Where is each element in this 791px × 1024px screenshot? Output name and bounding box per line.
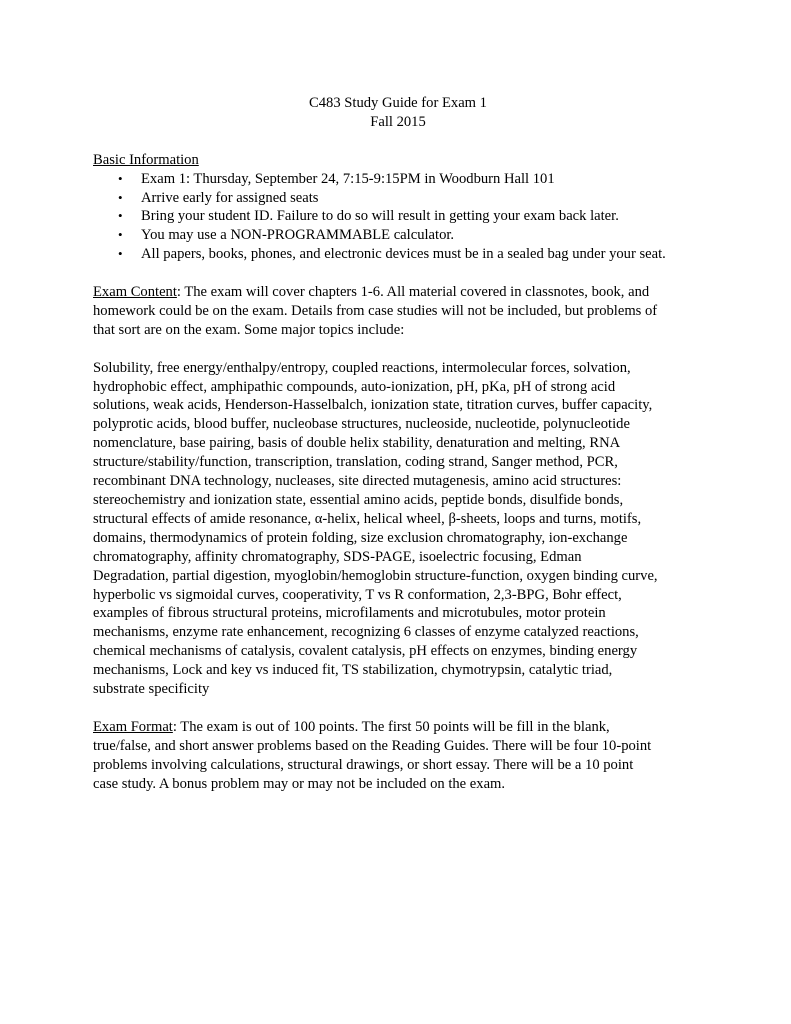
- document-page: [93, 94, 703, 793]
- spacer: [93, 340, 703, 359]
- topics-line: stereochemistry and ionization state, essential amino acids, peptide bonds, disulfide bonds,: [93, 491, 624, 508]
- spacer: [93, 132, 703, 151]
- topics-line: mechanisms, Lock and key vs induced fit, TS stabilization, chymotrypsin, catalytic triad,: [93, 662, 613, 679]
- list-item-text: Bring your student ID. Failure to do so will result in getting your exam back later.: [141, 208, 619, 225]
- document-title: C483 Study Guide for Exam 1: [309, 95, 487, 111]
- topics-line: solutions, weak acids, Henderson-Hasselbalch, ionization state, titration curves, buffer capacity,: [93, 397, 653, 414]
- topics-line: chemical mechanisms of catalysis, covalent catalysis, pH effects on enzymes, binding energy: [93, 643, 638, 660]
- list-item: [93, 170, 703, 189]
- bullet-icon: •: [118, 189, 123, 205]
- exam-content-line: homework could be on the exam. Details from case studies will not be included, but problems of: [93, 302, 658, 319]
- list-item: [93, 189, 703, 208]
- exam-format-section: [93, 718, 703, 794]
- topics-line: polyprotic acids, blood buffer, nucleobase structures, nucleoside, nucleotide, polynucleotide: [93, 416, 630, 433]
- topics-line: recombinant DNA technology, nucleases, site directed mutagenesis, amino acid structures:: [93, 473, 622, 490]
- topics-line: mechanisms, enzyme rate enhancement, recognizing 6 classes of enzyme catalyzed reactions,: [93, 624, 639, 641]
- basic-info-list: [93, 170, 703, 265]
- topics-line: hyperbolic vs sigmoidal curves, cooperativity, T vs R conformation, 2,3-BPG, Bohr effect,: [93, 586, 622, 603]
- list-item-text: All papers, books, phones, and electronic devices must be in a sealed bag under your seat.: [141, 246, 666, 263]
- basic-info-heading: Basic Information: [93, 151, 199, 168]
- list-item-text: Exam 1: Thursday, September 24, 7:15-9:15PM in Woodburn Hall 101: [141, 170, 555, 187]
- topics-line: hydrophobic effect, amphipathic compounds, auto-ionization, pH, pKa, pH of strong acid: [93, 378, 616, 395]
- list-item-text: You may use a NON-PROGRAMMABLE calculator.: [141, 227, 455, 244]
- list-item: [93, 207, 703, 226]
- exam-content-heading: Exam Content: [93, 284, 177, 301]
- topics-section: [93, 359, 703, 699]
- exam-format-line: case study. A bonus problem may or may not be included on the exam.: [93, 775, 506, 792]
- exam-content-line: [93, 283, 703, 302]
- topics-line: structural effects of amide resonance, α-helix, helical wheel, β-sheets, loops and turns, motifs,: [93, 510, 642, 527]
- topics-line: chromatography, affinity chromatography, SDS-PAGE, isoelectric focusing, Edman: [93, 548, 582, 565]
- bullet-icon: •: [118, 227, 123, 243]
- spacer: [93, 699, 703, 718]
- exam-content-line: that sort are on the exam. Some major topics include:: [93, 321, 405, 338]
- exam-format-text: : The exam is out of 100 points. The first 50 points will be fill in the blank,: [172, 718, 610, 735]
- exam-format-line: true/false, and short answer problems based on the Reading Guides. There will be four 10-point: [93, 737, 652, 754]
- title-block: [93, 94, 703, 132]
- topics-line: domains, thermodynamics of protein folding, size exclusion chromatography, ion-exchange: [93, 529, 628, 546]
- bullet-icon: •: [118, 208, 123, 224]
- exam-format-heading: Exam Format: [93, 718, 173, 735]
- bullet-icon: •: [118, 170, 123, 186]
- topics-line: examples of fibrous structural proteins, microfilaments and microtubules, motor protein: [93, 605, 606, 622]
- topics-line: substrate specificity: [93, 681, 210, 698]
- exam-format-line: problems involving calculations, structural drawings, or short essay. There will be a 10 point: [93, 756, 634, 773]
- exam-content-text: : The exam will cover chapters 1-6. All material covered in classnotes, book, and: [176, 284, 650, 301]
- spacer: [93, 264, 703, 283]
- bullet-icon: •: [118, 246, 123, 262]
- exam-content-section: [93, 283, 703, 340]
- topics-line: Degradation, partial digestion, myoglobin/hemoglobin structure-function, oxygen binding curve,: [93, 567, 658, 584]
- list-item: [93, 226, 703, 245]
- list-item: [93, 245, 703, 264]
- topics-line: structure/stability/function, transcription, translation, coding strand, Sanger method, PCR,: [93, 454, 618, 471]
- document-subtitle: Fall 2015: [370, 113, 426, 130]
- exam-format-line: [93, 718, 703, 737]
- topics-line: Solubility, free energy/enthalpy/entropy, coupled reactions, intermolecular forces, solvation,: [93, 359, 631, 376]
- topics-line: nomenclature, base pairing, basis of double helix stability, denaturation and melting, RNA: [93, 435, 621, 452]
- basic-info-section: [93, 151, 703, 264]
- list-item-text: Arrive early for assigned seats: [141, 189, 319, 206]
